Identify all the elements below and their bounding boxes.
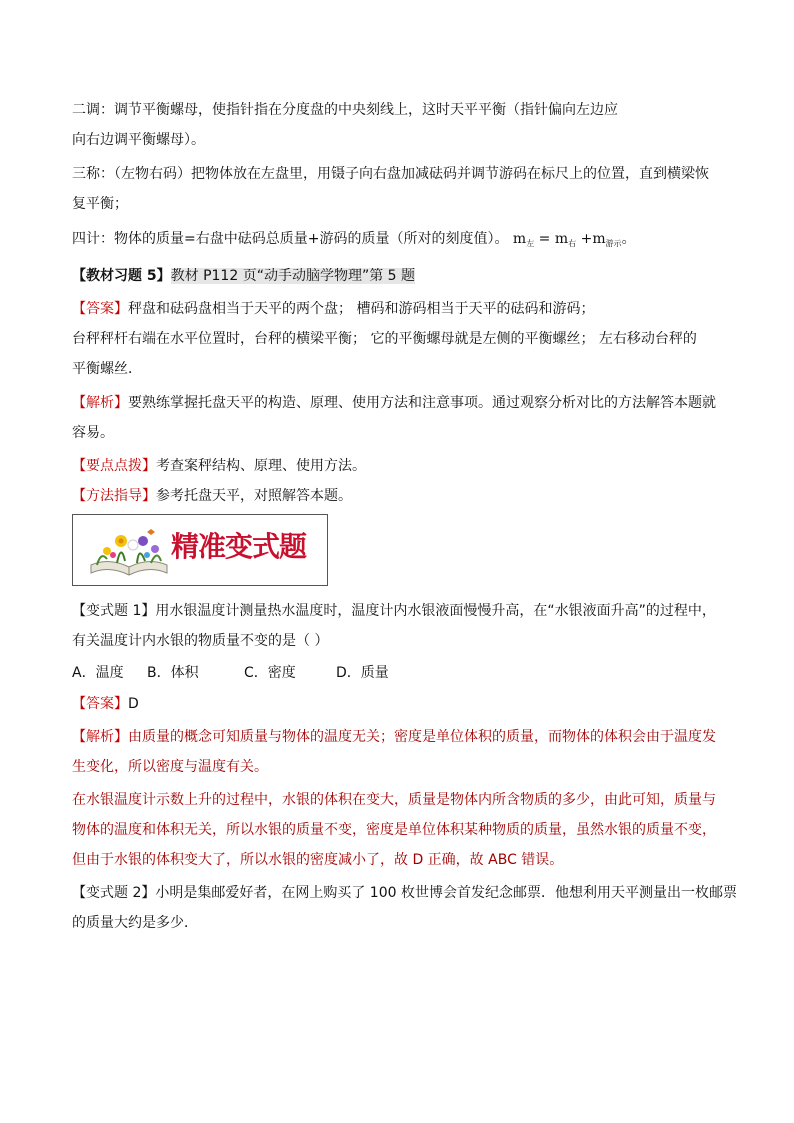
variant1-tag: 【变式题 1】: [72, 603, 156, 619]
analysis-tag: 【解析】: [72, 395, 128, 411]
step-weigh-line1: 三称：（左物右码）把物体放在左盘里，用镊子向右盘加减砝码并调节游码在标尺上的位置，直到横梁恢: [72, 166, 709, 182]
exercise5-title: 教材 P112 页“动手动脑学物理”第 5 题: [170, 268, 416, 284]
variant1-question-line2: 有关温度计内水银的物质量不变的是（ ）: [72, 633, 329, 649]
variant2-tag: 【变式题 2】: [72, 885, 156, 901]
exercise5-tag: 【教材习题 5】: [72, 268, 171, 284]
variant1-answer: [72, 695, 139, 713]
step-weigh-line2: 复平衡；: [72, 196, 128, 212]
step-count-text: 四计：物体的质量=右盘中砝码总质量+游码的质量（所对的刻度值）。: [72, 231, 509, 247]
option-b: B．体积: [147, 665, 199, 681]
variant-section-banner: [72, 514, 328, 586]
exercise5-analysis-line1: 【解析】要熟练掌握托盘天平的构造、原理、使用方法和注意事项。通过观察分析对比的方法解答本题就: [72, 395, 716, 411]
variant1-options: [72, 664, 389, 682]
exercise5-answer-line3: 平衡螺丝．: [72, 361, 142, 377]
exercise5-heading: [72, 267, 415, 285]
banner-title: 精准变式题: [171, 530, 307, 563]
exercise5-keypoint: 【要点点拨】考查案秤结构、原理、使用方法。: [72, 458, 366, 474]
open-book-flowers-icon: [87, 521, 171, 581]
method-tag: 【方法指导】: [72, 488, 156, 504]
exercise5-method: 【方法指导】参考托盘天平，对照解答本题。: [72, 488, 352, 504]
variant1-analysis-line1: 【解析】由质量的概念可知质量与物体的温度无关；密度是单位体积的质量，而物体的体积会由于温度发: [72, 729, 716, 745]
analysis-tag: 【解析】: [72, 729, 128, 745]
step-tune-line2: 向右边调平衡螺母）。: [72, 132, 205, 148]
option-c: C．密度: [244, 665, 296, 681]
answer-tag: 【答案】: [72, 301, 128, 317]
variant2-question-line2: 的质量大约是多少．: [72, 915, 198, 931]
keypoint-tag: 【要点点拨】: [72, 458, 156, 474]
variant1-question-line1: 【变式题 1】用水银温度计测量热水温度时，温度计内水银液面慢慢升高，在“水银液面升高”的过程中，: [72, 603, 716, 619]
step-tune-line1: 二调：调节平衡螺母，使指针指在分度盘的中央刻线上，这时天平平衡（指针偏向左边应: [72, 102, 618, 118]
variant1-analysis-line2: 生变化，所以密度与温度有关。: [72, 759, 268, 775]
exercise5-answer-line1: 【答案】秤盘和砝码盘相当于天平的两个盘； 槽码和游码相当于天平的砝码和游码；: [72, 301, 595, 317]
step-count-line: [72, 230, 636, 253]
variant1-analysis-line5: 但由于水银的体积变大了，所以水银的密度减小了，故 D 正确，故 ABC 错误。: [72, 852, 564, 868]
answer-tag: 【答案】: [72, 696, 128, 712]
answer-value: D: [128, 696, 139, 712]
exercise5-analysis-line2: 容易。: [72, 425, 114, 441]
variant1-analysis-line3: 在水银温度计示数上升的过程中，水银的体积在变大，质量是物体内所含物质的多少，由此可知，质量与: [72, 792, 716, 808]
variant1-analysis-line4: 物体的温度和体积无关，所以水银的质量不变，密度是单位体积某种物质的质量，虽然水银的质量不变，: [72, 822, 716, 838]
variant2-question-line1: 【变式题 2】小明是集邮爱好者，在网上购买了 100 枚世博会首发纪念邮票．他想利用天平测量出一枚邮票: [72, 885, 737, 901]
option-a: A．温度: [72, 665, 124, 681]
exercise5-answer-line2: 台秤秤杆右端在水平位置时，台秤的横梁平衡； 它的平衡螺母就是左侧的平衡螺丝； 左右移动台秤的: [72, 331, 697, 347]
option-d: D．质量: [336, 665, 389, 681]
mass-formula: $m_左 = m_右 +m_{游示}$。: [512, 231, 636, 248]
